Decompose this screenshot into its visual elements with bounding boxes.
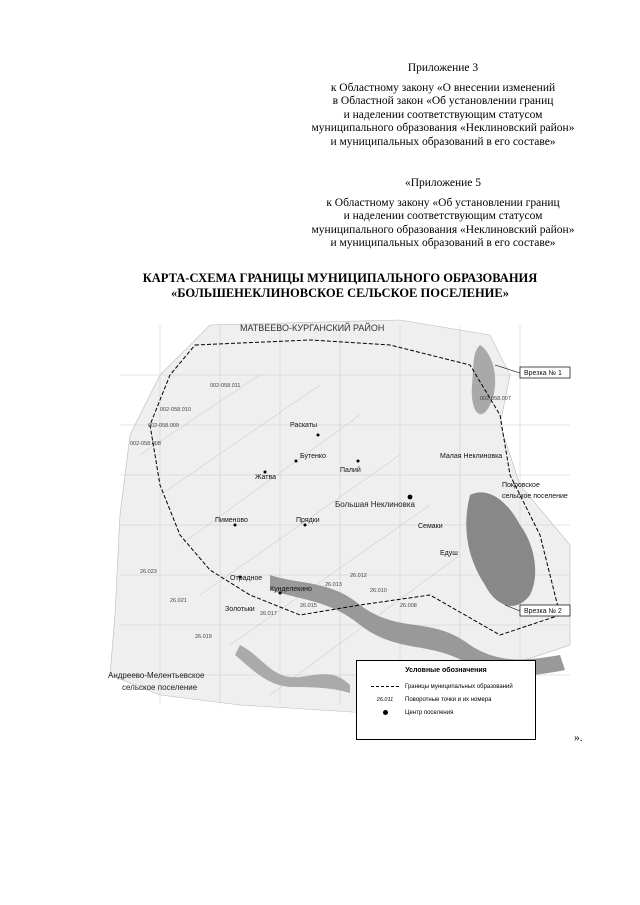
inset-2-label: Врезка № 2 bbox=[524, 608, 562, 615]
turning-point-label: 002-058.009 bbox=[148, 423, 179, 429]
map-legend bbox=[356, 660, 536, 740]
legend-item-label: Поворотные точки и их номера bbox=[405, 696, 492, 703]
legend-item-label: Границы муниципальных образований bbox=[405, 683, 513, 690]
map-label-malaya-neklinovka: Малая Неклиновка bbox=[440, 453, 503, 460]
map-title-line-2: «БОЛЬШЕНЕКЛИНОВСКОЕ СЕЛЬСКОЕ ПОСЕЛЕНИЕ» bbox=[171, 286, 509, 300]
turning-point-label: 26.019 bbox=[195, 634, 212, 640]
map-label-pryadki: Прядки bbox=[296, 517, 320, 524]
legend-item-center bbox=[357, 706, 535, 719]
closing-quote: ». bbox=[574, 732, 583, 744]
map-label-raskaty: Раскаты bbox=[290, 422, 318, 429]
center-bolshaya-neklinovka bbox=[408, 495, 413, 500]
turning-point-label: 26.021 bbox=[170, 598, 187, 604]
inset-1-label: Врезка № 1 bbox=[524, 370, 562, 377]
annex-5-header bbox=[292, 177, 594, 251]
annex-5-line: и наделении соответствующим статусом bbox=[343, 210, 543, 222]
map-label-otradnoe: Отрадное bbox=[230, 575, 263, 582]
legend-item-points bbox=[357, 693, 535, 706]
legend-title: Условные обозначения bbox=[405, 667, 487, 674]
map-label-pokrovskoe-1: Покровское bbox=[502, 482, 540, 489]
settlement-dot bbox=[317, 434, 320, 437]
annex-5-line: муниципального образования «Неклиновский район» bbox=[311, 223, 575, 236]
annex-3-heading: Приложение 3 bbox=[407, 62, 479, 74]
turning-point-label: 26.013 bbox=[325, 582, 342, 588]
turning-point-label: 26.010 bbox=[370, 588, 387, 594]
map-label-pimenovo: Пименово bbox=[215, 517, 248, 524]
turning-point-label: 26.012 bbox=[350, 573, 367, 579]
turning-point-label: 002-058.008 bbox=[130, 441, 161, 447]
map-title bbox=[60, 271, 620, 301]
turning-point-label: 26.008 bbox=[400, 603, 417, 609]
legend-item-boundary bbox=[357, 680, 535, 693]
turning-point-number-sample: 26.011 bbox=[376, 696, 394, 703]
map-label-pokrovskoe-2: сельское поселение bbox=[502, 493, 568, 500]
map-label-semaki: Семаки bbox=[418, 523, 443, 530]
turning-point-label: 002-058.011 bbox=[210, 383, 241, 389]
map-label-andreevo-2: сельское поселение bbox=[122, 683, 198, 692]
map-label-kundelekino: Кунделекино bbox=[270, 586, 312, 593]
turning-point-label: 002-058.007 bbox=[480, 396, 511, 402]
map-label-andreevo-1: Андреево-Мелентьевское bbox=[108, 671, 205, 680]
annex-3-line: к Областному закону «О внесении изменений bbox=[330, 81, 556, 94]
map-label-zolotki: Золотьки bbox=[225, 606, 255, 613]
map-label-zhatva: Жатва bbox=[255, 474, 277, 481]
annex-3-line: и наделении соответствующим статусом bbox=[343, 108, 543, 121]
map-title-line-1: КАРТА-СХЕМА ГРАНИЦЫ МУНИЦИПАЛЬНОГО ОБРАЗОВАНИЯ bbox=[142, 271, 538, 285]
map-label-butenko: Бутенко bbox=[300, 453, 326, 460]
settlement-center-icon bbox=[383, 710, 388, 715]
turning-point-label: 26.023 bbox=[140, 569, 157, 575]
map-label-district-north: МАТВЕЕВО-КУРГАНСКИЙ РАЙОН bbox=[240, 323, 385, 333]
annex-5-heading: «Приложение 5 bbox=[404, 177, 482, 189]
annex-3-header bbox=[292, 62, 594, 149]
map-label-bolshaya-neklinovka: Большая Неклиновка bbox=[335, 500, 415, 509]
settlement-dot bbox=[357, 460, 360, 463]
legend-item-label: Центр поселения bbox=[405, 709, 454, 716]
annex-5-line: к Областному закону «Об установлении границ bbox=[326, 196, 560, 209]
annex-3-line: и муниципальных образований в его составе» bbox=[330, 135, 556, 148]
map-label-edush: Едуш bbox=[440, 550, 458, 557]
turning-point-label: 26.017 bbox=[260, 611, 277, 617]
boundary-line-icon bbox=[371, 686, 399, 687]
map-label-palny: Палий bbox=[340, 467, 361, 474]
annex-5-line: и муниципальных образований в его составе» bbox=[330, 237, 556, 249]
turning-point-label: 26.015 bbox=[300, 603, 317, 609]
annex-3-line: в Областной закон «Об установлении границ bbox=[332, 95, 554, 107]
turning-point-label: 002-058.010 bbox=[160, 407, 191, 413]
settlement-dot bbox=[295, 460, 298, 463]
annex-3-line: муниципального образования «Неклиновский район» bbox=[311, 122, 575, 134]
